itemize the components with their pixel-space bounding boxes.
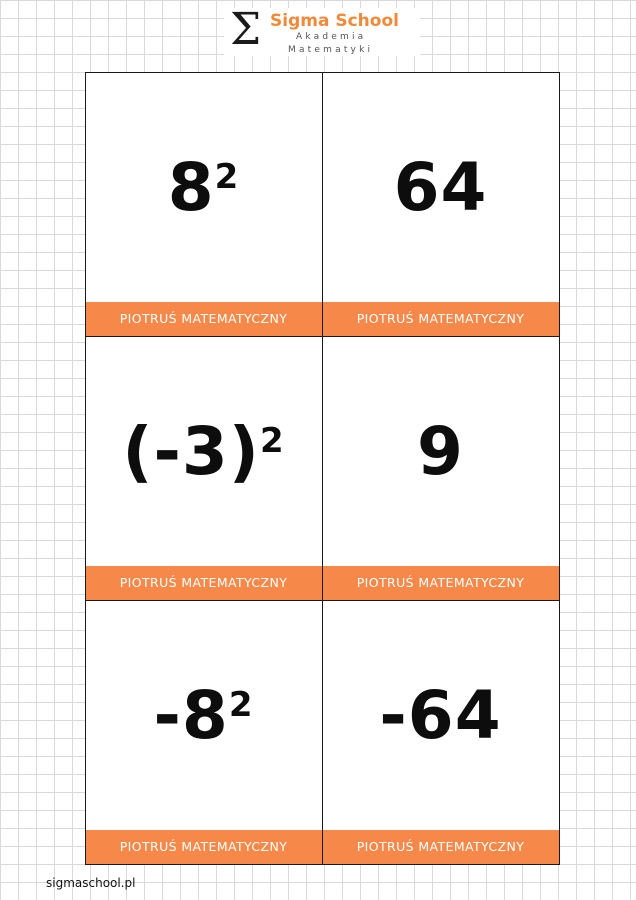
- card: [85, 72, 323, 337]
- card-expression: 8 $^2$: [167, 148, 240, 226]
- card-base: -8: [153, 676, 229, 754]
- card-footer-label: PIOTRUŚ MATEMATYCZNY: [323, 830, 559, 864]
- card: [85, 600, 323, 865]
- card: [85, 336, 323, 601]
- card-footer-label: PIOTRUŚ MATEMATYCZNY: [323, 302, 559, 336]
- logo-subtitle-line1: Akademia: [296, 32, 367, 42]
- card-footer-label: PIOTRUŚ MATEMATYCZNY: [86, 566, 322, 600]
- website-url: sigmaschool.pl: [46, 876, 136, 890]
- logo-name: Sigma School: [270, 11, 399, 31]
- card-base: -64: [379, 676, 502, 754]
- card-base: 8: [167, 148, 215, 226]
- card-footer-label: PIOTRUŚ MATEMATYCZNY: [323, 566, 559, 600]
- card-base: 9: [417, 412, 464, 490]
- card-footer-label: PIOTRUŚ MATEMATYCZNY: [86, 302, 322, 336]
- card-base: 64: [393, 148, 488, 226]
- card-expression: -8 $^2$: [153, 676, 254, 754]
- card-footer-label: PIOTRUŚ MATEMATYCZNY: [86, 830, 322, 864]
- card-expression: [323, 337, 559, 566]
- card-expression: (-3) $^2$: [122, 412, 285, 490]
- card-expression: [323, 73, 559, 302]
- logo: [224, 4, 420, 56]
- logo-subtitle-line2: Matematyki: [288, 45, 374, 55]
- sigma-logo-icon: Σ: [230, 4, 262, 55]
- card: [322, 336, 560, 601]
- card: [322, 72, 560, 337]
- card-expression: [323, 601, 559, 830]
- card: [322, 600, 560, 865]
- card-base: (-3): [122, 412, 260, 490]
- card-grid: [85, 72, 559, 864]
